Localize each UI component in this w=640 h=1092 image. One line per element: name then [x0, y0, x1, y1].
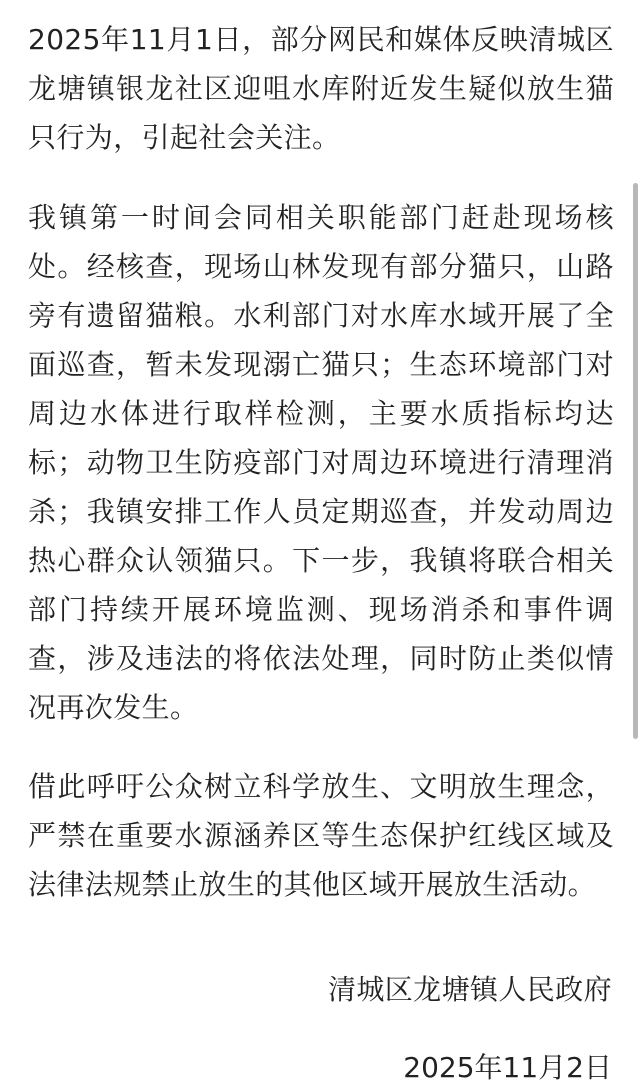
issuer-signature: 清城区龙塘镇人民政府	[327, 973, 612, 1006]
paragraph-incident-report: 2025年11月1日，部分网民和媒体反映清城区龙塘镇银龙社区迎咀水库附近发生疑似放生猫只行为，引起社会关注。	[28, 23, 614, 154]
paragraph-investigation: 我镇第一时间会同相关职能部门赶赴现场核处。经核查，现场山林发现有部分猫只，山路旁有遗留猫粮。水利部门对水库水域开展了全面巡查，暂未发现溺亡猫只；生态环境部门对周边水体进行取样检测，主要水质指标均达标；动物卫生防疫部门对周边环境进行清理消杀；我镇安排工作人员定期巡查，并发动周边热心群众认领猫只。下一步，我镇将联合相关部门持续开展环境监测、现场消杀和事件调查，涉及违法的将依法处理，同时防止类似情况再次发生。	[28, 201, 614, 724]
issue-date: 2025年11月2日	[403, 1051, 612, 1084]
vertical-scrollbar[interactable]	[633, 183, 638, 739]
paragraph-public-appeal: 借此呼吁公众树立科学放生、文明放生理念，严禁在重要水源涵养区等生态保护红线区域及法律法规禁止放生的其他区域开展放生活动。	[28, 770, 614, 901]
